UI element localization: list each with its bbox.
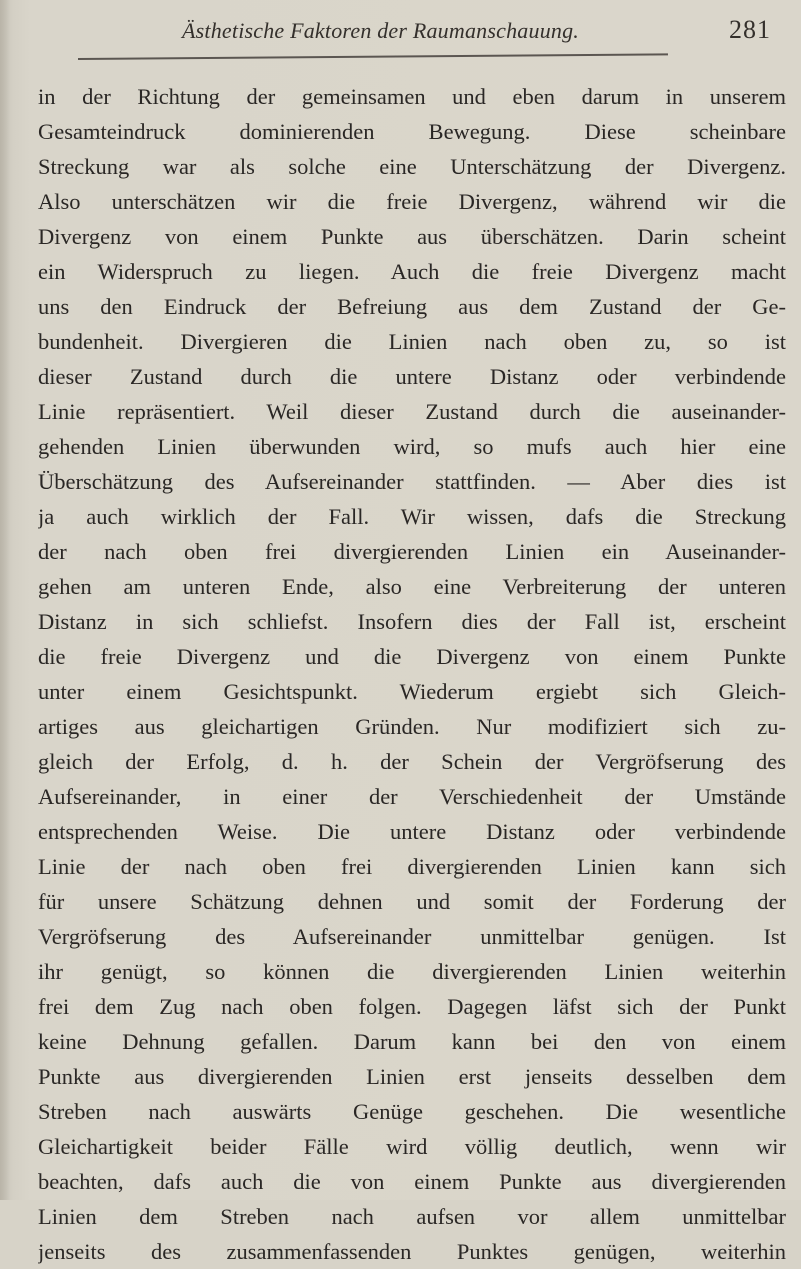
text-line: Linien dem Streben nach aufsen vor allem unmittelbar [38, 1204, 786, 1229]
text-line: frei dem Zug nach oben folgen. Dagegen läfst sich der Punkt [38, 994, 786, 1019]
text-line: bundenheit. Divergieren die Linien nach oben zu, so ist [38, 329, 786, 354]
text-line: Divergenz von einem Punkte aus überschätzen. Darin scheint [38, 224, 786, 249]
text-line: Streckung war als solche eine Unterschätzung der Divergenz. [38, 154, 786, 179]
text-line: beachten, dafs auch die von einem Punkte aus divergierenden [38, 1169, 786, 1194]
text-line: ihr genügt, so können die divergierenden Linien weiterhin [38, 959, 786, 984]
text-line: Linie repräsentiert. Weil dieser Zustand durch die auseinander- [38, 399, 786, 424]
text-line: die freie Divergenz und die Divergenz von einem Punkte [38, 644, 786, 669]
text-line: Gesamteindruck dominierenden Bewegung. Diese scheinbare [38, 119, 786, 144]
text-line: gleich der Erfolg, d. h. der Schein der Vergröfserung des [38, 749, 786, 774]
text-line: gehenden Linien überwunden wird, so mufs auch hier eine [38, 434, 786, 459]
text-line: ein Widerspruch zu liegen. Auch die freie Divergenz macht [38, 259, 786, 284]
text-line: Also unterschätzen wir die freie Divergenz, während wir die [38, 189, 786, 214]
text-line: Distanz in sich schliefst. Insofern dies der Fall ist, erscheint [38, 609, 786, 634]
page-number: 281 [729, 15, 771, 44]
text-line: für unsere Schätzung dehnen und somit der Forderung der [38, 889, 786, 914]
text-line: artiges aus gleichartigen Gründen. Nur modifiziert sich zu- [38, 714, 786, 739]
text-line: Punkte aus divergierenden Linien erst jenseits desselben dem [38, 1064, 786, 1089]
text-line: Streben nach auswärts Genüge geschehen. Die wesentliche [38, 1099, 786, 1124]
text-line: in der Richtung der gemeinsamen und eben darum in unserem [38, 84, 786, 109]
text-line: gehen am unteren Ende, also eine Verbreiterung der unteren [38, 574, 786, 599]
text-line: keine Dehnung gefallen. Darum kann bei den von einem [38, 1029, 786, 1054]
text-line: der nach oben frei divergierenden Linien ein Auseinander- [38, 539, 786, 564]
text-line: Vergröfserung des Aufsereinander unmittelbar genügen. Ist [38, 924, 786, 949]
text-line: dieser Zustand durch die untere Distanz oder verbindende [38, 364, 786, 389]
page-gutter-shadow [0, 0, 10, 1200]
text-line: Überschätzung des Aufsereinander stattfinden. — Aber dies ist [38, 469, 786, 494]
text-line: unter einem Gesichtspunkt. Wiederum ergiebt sich Gleich- [38, 679, 786, 704]
text-line: Gleichartigkeit beider Fälle wird völlig deutlich, wenn wir [38, 1134, 786, 1159]
text-line: Linie der nach oben frei divergierenden Linien kann sich [38, 854, 786, 879]
text-line: jenseits des zusammenfassenden Punktes genügen, weiterhin [38, 1239, 786, 1264]
header-rule [78, 53, 668, 60]
text-line: uns den Eindruck der Befreiung aus dem Zustand der Ge- [38, 294, 786, 319]
text-line: entsprechenden Weise. Die untere Distanz oder verbindende [38, 819, 786, 844]
text-line: ja auch wirklich der Fall. Wir wissen, dafs die Streckung [38, 504, 786, 529]
body-text [38, 79, 786, 1269]
text-line: Aufsereinander, in einer der Verschiedenheit der Umstände [38, 784, 786, 809]
running-head: Ästhetische Faktoren der Raumanschauung. [182, 18, 579, 43]
